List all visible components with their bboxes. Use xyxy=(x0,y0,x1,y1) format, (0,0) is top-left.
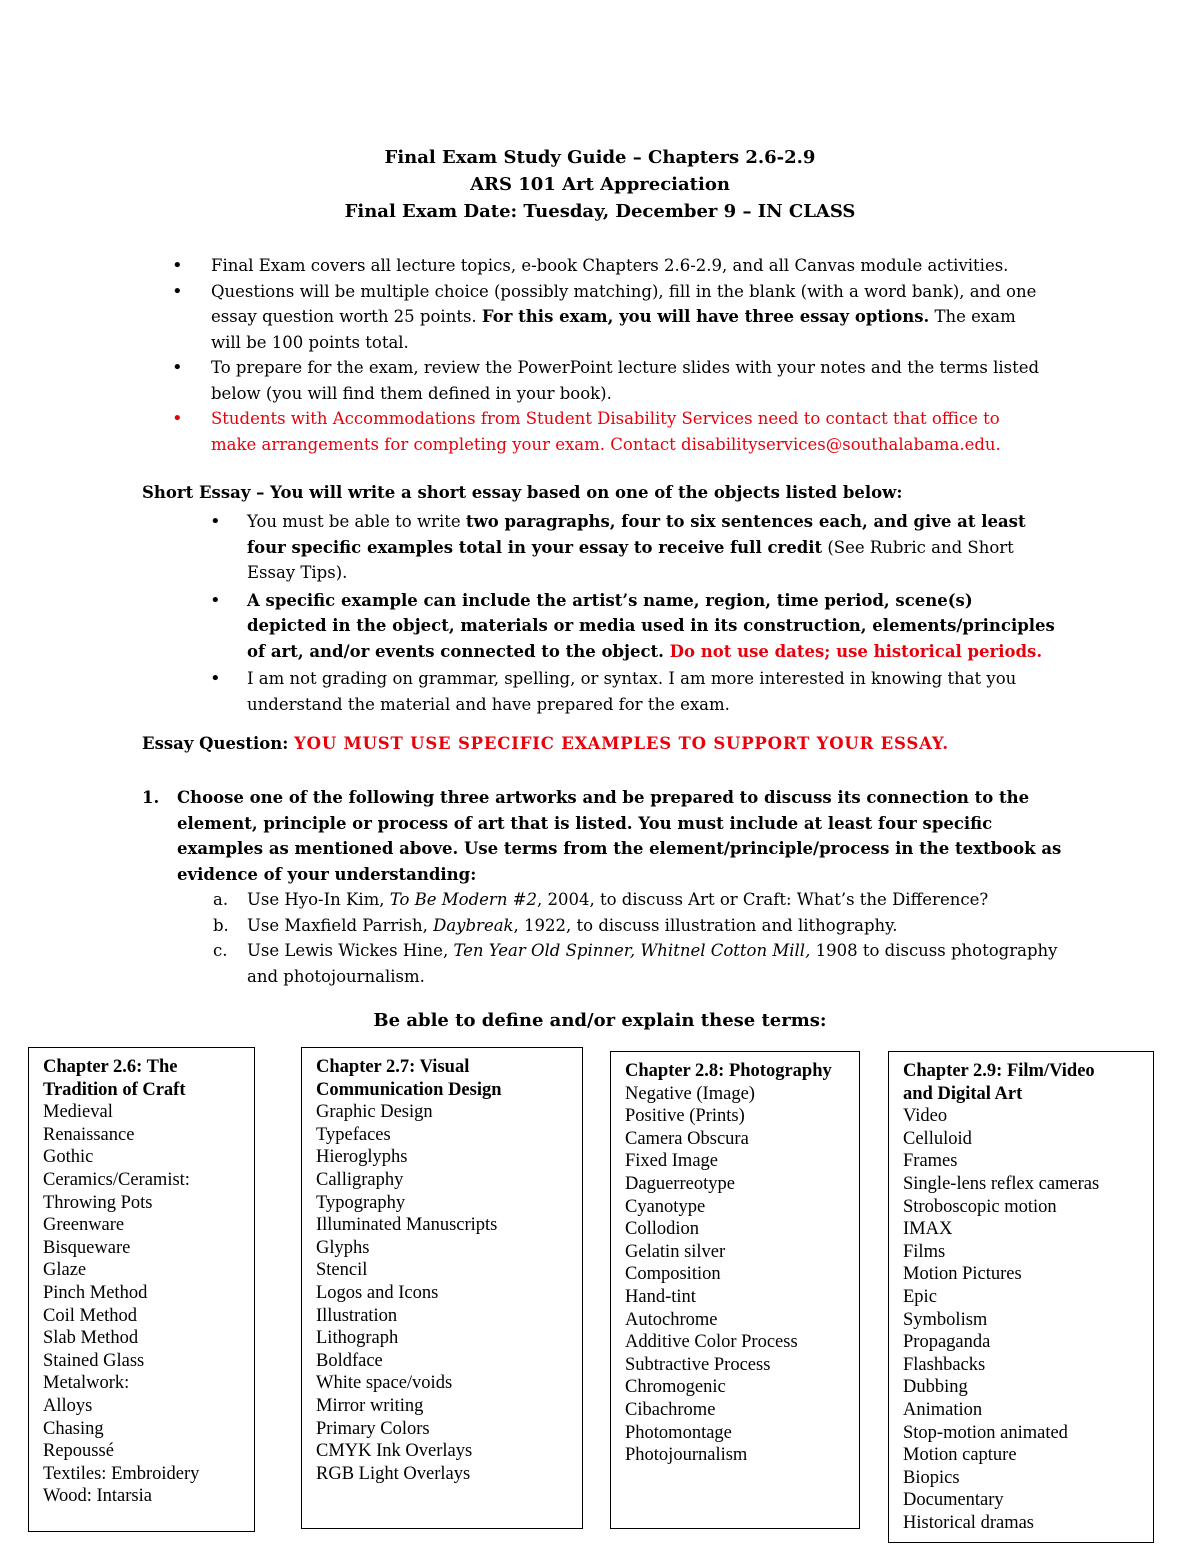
term-item: Hand-tint xyxy=(625,1286,696,1307)
term-item: Camera Obscura xyxy=(625,1128,749,1149)
question-option-c: c. Use Lewis Wickes Hine, Ten Year Old Spinner, Whitnel Cotton Mill, 1908 to discuss photography and photojournalism. xyxy=(213,941,1058,986)
term-item: Lithograph xyxy=(316,1328,399,1349)
term-list xyxy=(43,1101,244,1508)
term-item: Glyphs xyxy=(316,1237,370,1258)
term-item: Autochrome xyxy=(625,1309,718,1330)
header-course: ARS 101 Art Appreciation xyxy=(470,174,730,195)
term-item: Single-lens reflex cameras xyxy=(903,1173,1100,1194)
chapter-title: Chapter 2.8: Photography xyxy=(625,1061,832,1081)
term-item: Stroboscopic motion xyxy=(903,1196,1057,1217)
intro-bullet-question-types: • Questions will be multiple choice (possibly matching), fill in the blank (with a word bank), and one essay question worth 25 points. For this exam, you will have three essay options. The exam will be 100 points total. xyxy=(170,279,1040,356)
header-title: Final Exam Study Guide – Chapters 2.6-2.9 xyxy=(384,147,816,168)
document-header xyxy=(0,144,1200,225)
short-essay-bullet-length: • You must be able to write two paragraphs, four to six sentences each, and give at least four specific examples total in your essay to receive full credit (See Rubric and Short Essay Tips). xyxy=(207,509,1057,586)
term-item: Chromogenic xyxy=(625,1377,726,1398)
intro-bullet-list xyxy=(170,253,1040,457)
term-item: Photojournalism xyxy=(625,1445,748,1466)
term-item: CMYK Ink Overlays xyxy=(316,1441,473,1462)
chapter-box-2-7 xyxy=(301,1047,583,1529)
chapter-title: Chapter 2.9: Film/Video and Digital Art xyxy=(903,1061,1095,1104)
term-item: Primary Colors xyxy=(316,1418,430,1439)
short-essay-bullet-list xyxy=(207,509,1057,719)
term-item: RGB Light Overlays xyxy=(316,1463,471,1484)
term-item: Cibachrome xyxy=(625,1399,716,1420)
term-item: Throwing Pots xyxy=(43,1192,153,1213)
term-item: Illuminated Manuscripts xyxy=(316,1215,498,1236)
term-item: Logos and Icons xyxy=(316,1282,439,1303)
term-item: Subtractive Process xyxy=(625,1354,771,1375)
term-item: Positive (Prints) xyxy=(625,1106,745,1127)
term-item: Alloys xyxy=(43,1395,93,1416)
term-item: Cyanotype xyxy=(625,1196,706,1217)
question-options xyxy=(142,887,1062,989)
term-item: Gelatin silver xyxy=(625,1241,726,1262)
term-item: Symbolism xyxy=(903,1309,988,1330)
term-item: Gothic xyxy=(43,1147,94,1168)
term-item: Typefaces xyxy=(316,1124,391,1145)
essay-question-heading: Essay Question: YOU MUST USE SPECIFIC EXAMPLES TO SUPPORT YOUR ESSAY. xyxy=(142,734,949,753)
term-item: Calligraphy xyxy=(316,1169,404,1190)
term-item: Biopics xyxy=(903,1467,960,1488)
term-item: Fixed Image xyxy=(625,1151,718,1172)
short-essay-bullet-grading: • I am not grading on grammar, spelling, or syntax. I am more interested in knowing that you understand the material and have prepared for the exam. xyxy=(207,666,1057,717)
term-item: Stencil xyxy=(316,1260,368,1281)
term-item: Historical dramas xyxy=(903,1512,1034,1533)
term-item: Mirror writing xyxy=(316,1395,424,1416)
term-item: Wood: Intarsia xyxy=(43,1486,152,1507)
term-item: Collodion xyxy=(625,1219,700,1240)
term-item: Animation xyxy=(903,1399,983,1420)
term-item: Boldface xyxy=(316,1350,383,1371)
term-item: Video xyxy=(903,1106,948,1127)
term-item: Coil Method xyxy=(43,1305,138,1326)
term-item: Textiles: Embroidery xyxy=(43,1463,200,1484)
term-item: Typography xyxy=(316,1192,406,1213)
chapter-box-2-6 xyxy=(28,1047,255,1532)
term-item: Slab Method xyxy=(43,1328,139,1349)
question-text: Choose one of the following three artworks and be prepared to discuss its connection to the element, principle or process of art that is listed. You must include at least four specific examples as mentioned above. Use terms from the element/principle/process in the textbook as evidence of your understanding: xyxy=(177,788,1062,884)
question-option-b: b. Use Maxfield Parrish, Daybreak, 1922, to discuss illustration and lithography. xyxy=(213,915,898,935)
term-item: Epic xyxy=(903,1286,937,1307)
intro-bullet-prepare: • To prepare for the exam, review the PowerPoint lecture slides with your notes and the terms listed below (you will find them defined in your book). xyxy=(170,355,1040,406)
term-item: Pinch Method xyxy=(43,1282,148,1303)
term-item: Stained Glass xyxy=(43,1350,145,1371)
short-essay-heading: Short Essay – You will write a short essay based on one of the objects listed below: xyxy=(142,483,903,502)
question-1 xyxy=(142,785,1062,989)
term-item: Daguerreotype xyxy=(625,1173,735,1194)
term-item: Celluloid xyxy=(903,1128,972,1149)
term-item: Renaissance xyxy=(43,1124,135,1145)
term-item: Dubbing xyxy=(903,1377,968,1398)
term-item: Stop-motion animated xyxy=(903,1422,1068,1443)
term-item: Composition xyxy=(625,1264,721,1285)
term-item: Illustration xyxy=(316,1305,398,1326)
terms-heading: Be able to define and/or explain these terms: xyxy=(373,1010,827,1031)
term-list xyxy=(316,1101,572,1485)
term-item: Propaganda xyxy=(903,1332,991,1353)
term-item: Hieroglyphs xyxy=(316,1147,408,1168)
term-item: Ceramics/Ceramist: xyxy=(43,1169,190,1190)
term-item: Greenware xyxy=(43,1215,125,1236)
term-item: IMAX xyxy=(903,1219,953,1240)
term-item: Medieval xyxy=(43,1102,113,1123)
term-item: Chasing xyxy=(43,1418,104,1439)
term-item: Glaze xyxy=(43,1260,87,1281)
chapter-title: Chapter 2.7: Visual Communication Design xyxy=(316,1057,502,1100)
term-item: White space/voids xyxy=(316,1373,453,1394)
term-item: Motion capture xyxy=(903,1445,1017,1466)
header-exam-date: Final Exam Date: Tuesday, December 9 – IN CLASS xyxy=(344,201,856,222)
term-item: Films xyxy=(903,1241,946,1262)
term-item: Bisqueware xyxy=(43,1237,131,1258)
intro-bullet-coverage: • Final Exam covers all lecture topics, e-book Chapters 2.6-2.9, and all Canvas module activities. xyxy=(170,253,1040,279)
short-essay-bullet-example: • A specific example can include the artist’s name, region, time period, scene(s) depicted in the object, materials or media used in its construction, elements/principles of art, and/or events connected to the object. Do not use dates; use historical periods. xyxy=(207,588,1057,665)
term-list xyxy=(625,1083,849,1467)
term-item: Repoussé xyxy=(43,1441,114,1462)
chapter-box-2-8 xyxy=(610,1051,860,1529)
term-item: Motion Pictures xyxy=(903,1264,1022,1285)
term-item: Flashbacks xyxy=(903,1354,986,1375)
term-item: Documentary xyxy=(903,1490,1004,1511)
term-item: Graphic Design xyxy=(316,1102,433,1123)
term-list xyxy=(903,1105,1143,1534)
term-item: Negative (Image) xyxy=(625,1083,755,1104)
term-item: Frames xyxy=(903,1151,958,1172)
term-item: Additive Color Process xyxy=(625,1332,798,1353)
term-item: Photomontage xyxy=(625,1422,732,1443)
question-option-a: a. Use Hyo-In Kim, To Be Modern #2, 2004, to discuss Art or Craft: What’s the Difference? xyxy=(213,890,989,909)
chapter-box-2-9 xyxy=(888,1051,1154,1543)
chapter-title: Chapter 2.6: The Tradition of Craft xyxy=(43,1057,186,1100)
intro-bullet-accommodations: • Students with Accommodations from Student Disability Services need to contact that office to make arrangements for completing your exam. Contact disabilityservices@southalabama.edu. xyxy=(170,406,1040,457)
question-number: 1. xyxy=(142,788,160,807)
term-item: Metalwork: xyxy=(43,1373,130,1394)
